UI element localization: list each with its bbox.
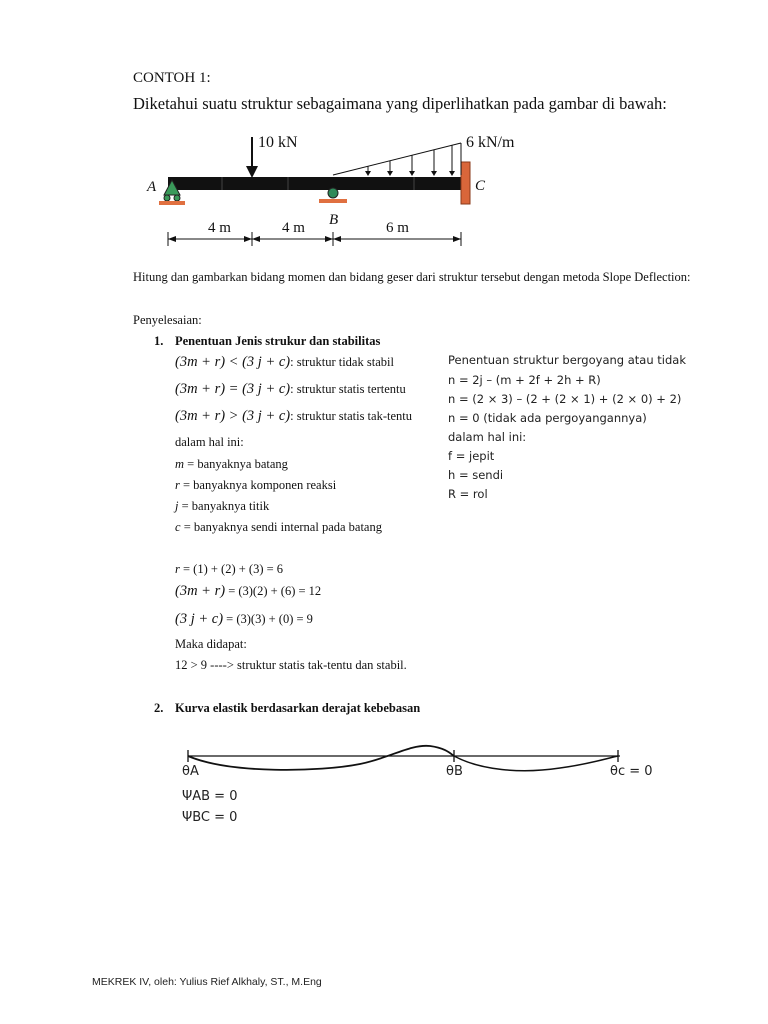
point-load-label: 10 kN (258, 134, 298, 151)
distributed-load-label: 6 kN/m (466, 134, 515, 151)
dimension-2-label: 4 m (282, 220, 305, 236)
theta-c-label: θc = 0 (610, 764, 653, 779)
definition-m: m = banyaknya batang (175, 457, 288, 471)
footer-text: MEKREK IV, oleh: Yulius Rief Alkhaly, ST., M.Eng (92, 976, 322, 988)
section-2-number: 2. (154, 701, 164, 715)
sway-title: Penentuan struktur bergoyang atau tidak (448, 353, 686, 367)
node-c-label: C (475, 178, 486, 194)
section-2-title: Kurva elastik berdasarkan derajat kebebasan (175, 701, 421, 715)
sway-line: n = (2 × 3) – (2 + (2 × 1) + (2 × 0) + 2) (448, 392, 682, 406)
dimension-1-label: 4 m (208, 220, 231, 236)
definition-r: r = banyaknya komponen reaksi (175, 478, 337, 492)
theta-b-label: θB (446, 764, 463, 779)
definition-j: j = banyaknya titik (175, 499, 270, 513)
definitions-intro: dalam hal ini: (175, 435, 244, 449)
sway-line: n = 0 (tidak ada pergoyangannya) (448, 411, 647, 425)
condition-determinate: (3m + r) = (3 j + c): struktur statis tertentu (175, 381, 406, 397)
calc-r: r = (1) + (2) + (3) = 6 (175, 562, 284, 576)
psi-ab-label: ΨAB = 0 (182, 789, 238, 804)
heading: CONTOH 1: (133, 70, 211, 86)
intro-text: Diketahui suatu struktur sebagaimana yang diperlihatkan pada gambar di bawah: (133, 94, 667, 113)
calc-rhs: (3 j + c) = (3)(3) + (0) = 9 (175, 611, 313, 627)
dimension-3-label: 6 m (386, 220, 409, 236)
theta-a-label: θA (182, 764, 199, 779)
maka-label: Maka didapat: (175, 637, 247, 651)
sway-line: h = sendi (448, 468, 504, 482)
beam (168, 177, 463, 190)
task-text: Hitung dan gambarkan bidang momen dan bidang geser dari struktur tersebut dengan metoda Slope Deflection: (133, 270, 691, 284)
sway-line: dalam hal ini: (448, 430, 527, 444)
support-c-icon (461, 162, 470, 204)
calc-lhs: (3m + r) = (3)(2) + (6) = 12 (175, 583, 322, 599)
section-1-number: 1. (154, 334, 164, 348)
condition-unstable: (3m + r) < (3 j + c): struktur tidak stabil (175, 354, 394, 370)
elastic-curve-figure (0, 740, 768, 780)
node-b-label: B (329, 212, 339, 228)
psi-bc-label: ΨBC = 0 (182, 810, 238, 825)
point-load-arrow-icon (246, 137, 258, 178)
sway-line: n = 2j – (m + 2f + 2h + R) (448, 373, 601, 387)
sway-line: f = jepit (448, 449, 495, 463)
section-1-title: Penentuan Jenis strukur dan stabilitas (175, 334, 381, 348)
elastic-curve-bc (454, 756, 618, 771)
elastic-curve-ab (188, 746, 454, 770)
definition-c: c = banyaknya sendi internal pada batang (175, 520, 382, 534)
support-b-icon (319, 188, 347, 203)
solution-label: Penyelesaian: (133, 313, 202, 327)
node-a-label: A (147, 179, 157, 195)
conclusion-text: 12 > 9 ----> struktur statis tak-tentu dan stabil. (175, 658, 407, 672)
sway-line: R = rol (448, 487, 488, 501)
distributed-load-icon (333, 143, 461, 176)
condition-indeterminate: (3m + r) > (3 j + c): struktur statis tak-tentu (175, 408, 412, 424)
